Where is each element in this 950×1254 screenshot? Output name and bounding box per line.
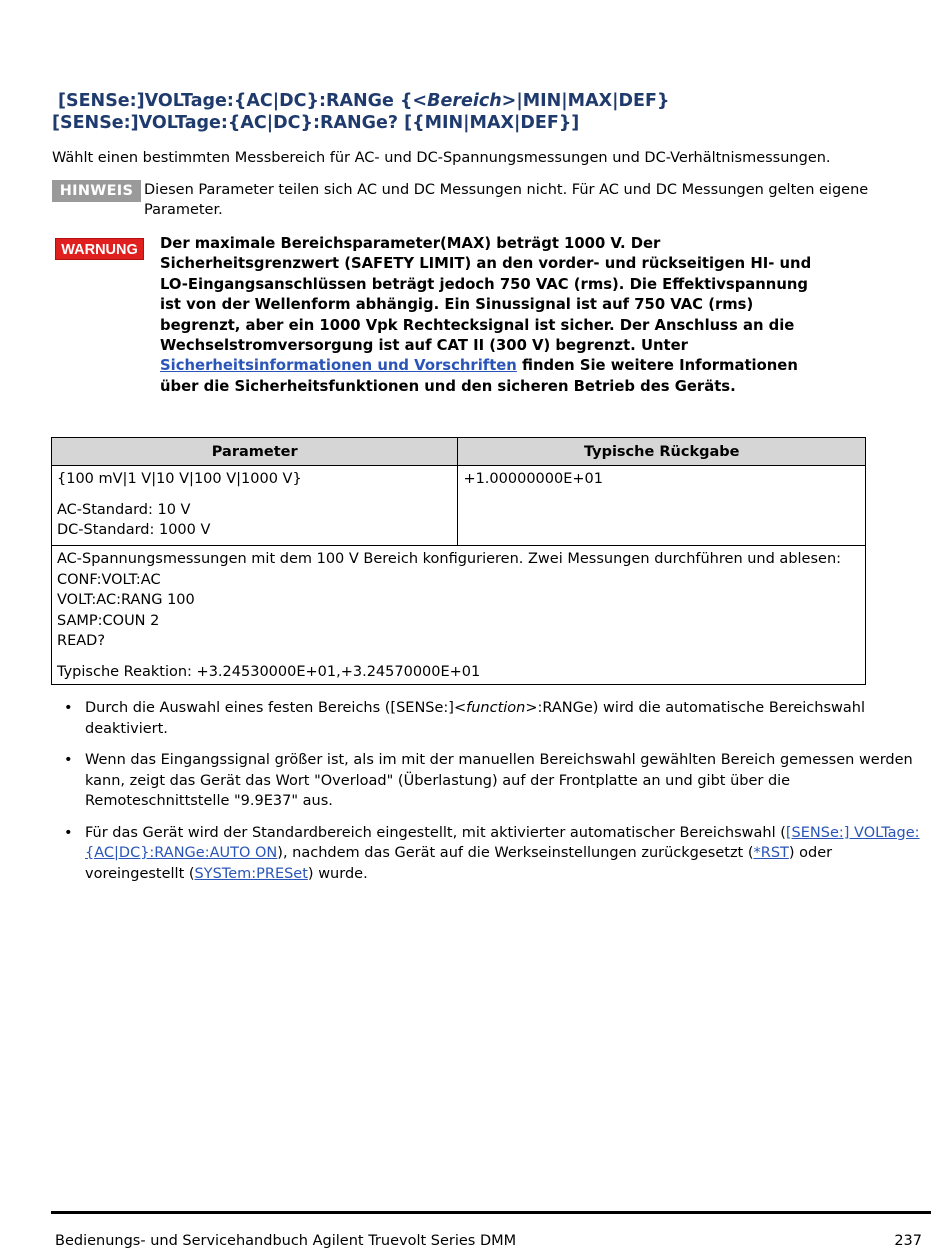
command-title: [52, 90, 932, 134]
example-command: VOLT:AC:RANG 100: [57, 592, 195, 608]
remarks-list: [52, 698, 927, 895]
table-row: [52, 466, 866, 546]
page-number: 237: [894, 1233, 922, 1249]
list-item: • Durch die Auswahl eines festen Bereichs ([SENSe:]<function>:RANGe) wird die automatische Bereichswahl deaktiviert.: [64, 700, 865, 737]
command-syntax-set: [SENSe:]VOLTage:{AC|DC}:RANGe {<Bereich>|MIN|MAX|DEF}: [58, 91, 670, 111]
ac-default: AC-Standard: 10 V: [57, 501, 191, 518]
auto-range-link[interactable]: [SENSe:] VOLTage:{AC|DC}:RANGe:AUTO ON: [85, 824, 920, 861]
rst-link[interactable]: *RST: [753, 845, 789, 861]
parameter-cell: [52, 466, 458, 546]
bullet-icon: •: [64, 752, 73, 768]
dc-default: DC-Standard: 1000 V: [57, 522, 211, 538]
bullet-icon: •: [64, 700, 73, 716]
example-response: Typische Reaktion: +3.24530000E+01,+3.24570000E+01: [57, 663, 481, 680]
example-row: [52, 546, 866, 685]
typical-return-cell: +1.00000000E+01: [458, 466, 866, 546]
list-item: • Für das Gerät wird der Standardbereich eingestellt, mit aktivierter automatischer Bereichswahl ([SENSe:] VOLTage:{AC|DC}:RANGe:AUTO ON), nachdem das Gerät auf die Werkseinstellungen zurückgesetzt (*RST) oder voreingestellt (SYSTem:PRESet) wurde.: [64, 824, 920, 882]
example-command: SAMP:COUN 2: [57, 612, 160, 629]
intro-text: Wählt einen bestimmten Messbereich für AC- und DC-Spannungsmessungen und DC-Verhältnismessungen.: [52, 150, 831, 166]
range-parameter: Bereich: [427, 91, 502, 111]
bullet-icon: •: [64, 824, 73, 841]
example-intro: AC-Spannungsmessungen mit dem 100 V Bereich konfigurieren. Zwei Messungen durchführen und ablesen:: [57, 551, 842, 567]
example-command: CONF:VOLT:AC: [57, 571, 161, 588]
warning-badge: WARNUNG: [55, 238, 144, 260]
example-command: READ?: [57, 633, 106, 649]
warning-text: Der maximale Bereichsparameter(MAX) beträgt 1000 V. Der Sicherheitsgrenzwert (SAFETY LIMIT) an den vorder- und rückseitigen HI- und LO-Eingangsanschlüssen beträgt jedoch 750 VAC (rms). Die Effektivspannung ist von der Wellenform abhängig. Ein Sinussignal ist auf 750 VAC (rms) begrenzt, aber ein 1000 Vpk Rechtecksignal ist sicher. Der Anschluss an die Wechselstromversorgung ist auf CAT II (300 V) begrenzt. Unter Sicherheitsinformationen und Vorschriften finden Sie weitere Informationen über die Sicherheitsfunktionen und den sicheren Betrieb des Geräts.: [160, 235, 812, 395]
list-item: • Wenn das Eingangssignal größer ist, als im mit der manuellen Bereichswahl gewählten Bereich gemessen werden kann, zeigt das Gerät das Wort "Overload" (Überlastung) auf der Frontplatte an und gibt über die Remoteschnittstelle "9.9E37" aus.: [64, 752, 913, 809]
note-badge: HINWEIS: [52, 180, 141, 202]
table-header-row: [52, 438, 866, 466]
footer-title: Bedienungs- und Servicehandbuch Agilent Truevolt Series DMM: [55, 1233, 517, 1249]
safety-info-link[interactable]: Sicherheitsinformationen und Vorschriften: [160, 357, 517, 375]
header-parameter: Parameter: [52, 438, 458, 466]
param-values: {100 mV|1 V|10 V|100 V|1000 V}: [57, 471, 302, 487]
footer-divider: [51, 1211, 931, 1214]
note-text: Diesen Parameter teilen sich AC und DC Messungen nicht. Für AC und DC Messungen gelten eigene Parameter.: [144, 182, 869, 218]
command-syntax-query: [SENSe:]VOLTage:{AC|DC}:RANGe? [{MIN|MAX|DEF}]: [52, 113, 580, 133]
header-typical-return: Typische Rückgabe: [458, 438, 866, 466]
system-preset-link[interactable]: SYSTem:PRESet: [194, 865, 308, 882]
example-cell: [52, 546, 866, 685]
parameter-table: [51, 437, 866, 685]
